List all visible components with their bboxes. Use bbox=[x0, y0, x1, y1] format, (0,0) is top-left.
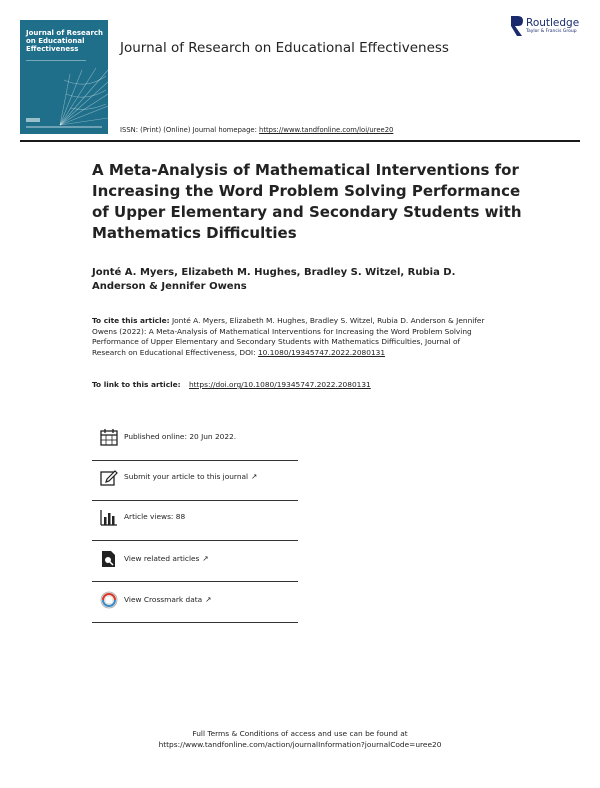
info-divider bbox=[92, 581, 298, 582]
edit-icon bbox=[100, 468, 118, 486]
article-views-item bbox=[98, 508, 298, 536]
footer-terms-link[interactable]: https://www.tandfonline.com/action/journalInformation?journalCode=uree20 bbox=[158, 740, 442, 749]
published-date-item bbox=[98, 428, 298, 456]
citation-doi-link[interactable]: 10.1080/19345747.2022.2080131 bbox=[257, 347, 386, 357]
article-link-line bbox=[92, 380, 371, 389]
publisher-logo[interactable] bbox=[510, 16, 590, 40]
submit-article-link[interactable]: Submit your article to this journal bbox=[124, 472, 249, 481]
journal-cover-image bbox=[20, 20, 108, 134]
external-link-icon: ↗ bbox=[251, 472, 258, 481]
info-divider bbox=[92, 540, 298, 541]
crossmark-icon bbox=[100, 591, 118, 609]
footer bbox=[0, 728, 600, 750]
citation-label: To cite this article: bbox=[92, 316, 170, 325]
header-rule bbox=[20, 140, 580, 142]
citation-block bbox=[92, 316, 492, 358]
article-views: Article views: 88 bbox=[124, 512, 186, 521]
journal-homepage-link[interactable]: https://www.tandfonline.com/loi/uree20 bbox=[259, 126, 394, 134]
cover-footer-bar bbox=[26, 126, 102, 128]
related-articles-item[interactable] bbox=[98, 550, 298, 578]
footer-terms-text: Full Terms & Conditions of access and use can be found at bbox=[192, 729, 408, 738]
info-divider bbox=[92, 460, 298, 461]
document-search-icon bbox=[100, 550, 118, 568]
article-title: A Meta-Analysis of Mathematical Interventions for Increasing the Word Problem Solving Performance of Upper Elementary and Secondary Students with Mathematics Difficulties bbox=[92, 161, 522, 242]
calendar-icon bbox=[100, 428, 118, 446]
cover-title: Journal of Research on Educational Effectiveness bbox=[26, 29, 104, 53]
citation-text: Jonté A. Myers, Elizabeth M. Hughes, Bradley S. Witzel, Rubia D. Anderson & Jennifer Owens (2022): A Meta-Analysis of Mathematical Interventions for Increasing the Word Problem Solving Performance of Upper Elementary and Secondary Students with Mathematics Difficulties, Journal of Research on Educational Effectiveness, DOI: bbox=[92, 316, 485, 357]
info-divider bbox=[92, 622, 298, 623]
publisher-name: Routledge bbox=[526, 17, 580, 29]
link-label: To link to this article: bbox=[92, 380, 181, 389]
bar-chart-icon bbox=[100, 508, 118, 526]
cover-divider bbox=[26, 60, 86, 61]
publisher-tagline: Taylor & Francis Group bbox=[526, 29, 577, 34]
external-link-icon: ↗ bbox=[205, 595, 212, 604]
article-doi-link[interactable]: https://doi.org/10.1080/19345747.2022.2080131 bbox=[188, 380, 371, 389]
external-link-icon: ↗ bbox=[202, 554, 209, 563]
issn-label: ISSN: (Print) (Online) Journal homepage: bbox=[120, 126, 257, 134]
submit-article-item[interactable] bbox=[98, 468, 298, 496]
related-articles-link[interactable]: View related articles bbox=[124, 554, 200, 563]
journal-title: Journal of Research on Educational Effectiveness bbox=[120, 40, 449, 56]
cover-publisher-mark bbox=[26, 118, 40, 122]
routledge-logo-icon bbox=[510, 16, 523, 36]
crossmark-link[interactable]: View Crossmark data bbox=[124, 595, 203, 604]
crossmark-item[interactable] bbox=[98, 591, 298, 619]
info-divider bbox=[92, 500, 298, 501]
published-date: Published online: 20 Jun 2022. bbox=[124, 432, 237, 441]
issn-line bbox=[120, 126, 393, 134]
article-authors: Jonté A. Myers, Elizabeth M. Hughes, Bradley S. Witzel, Rubia D. Anderson & Jennifer Owens bbox=[92, 267, 456, 292]
